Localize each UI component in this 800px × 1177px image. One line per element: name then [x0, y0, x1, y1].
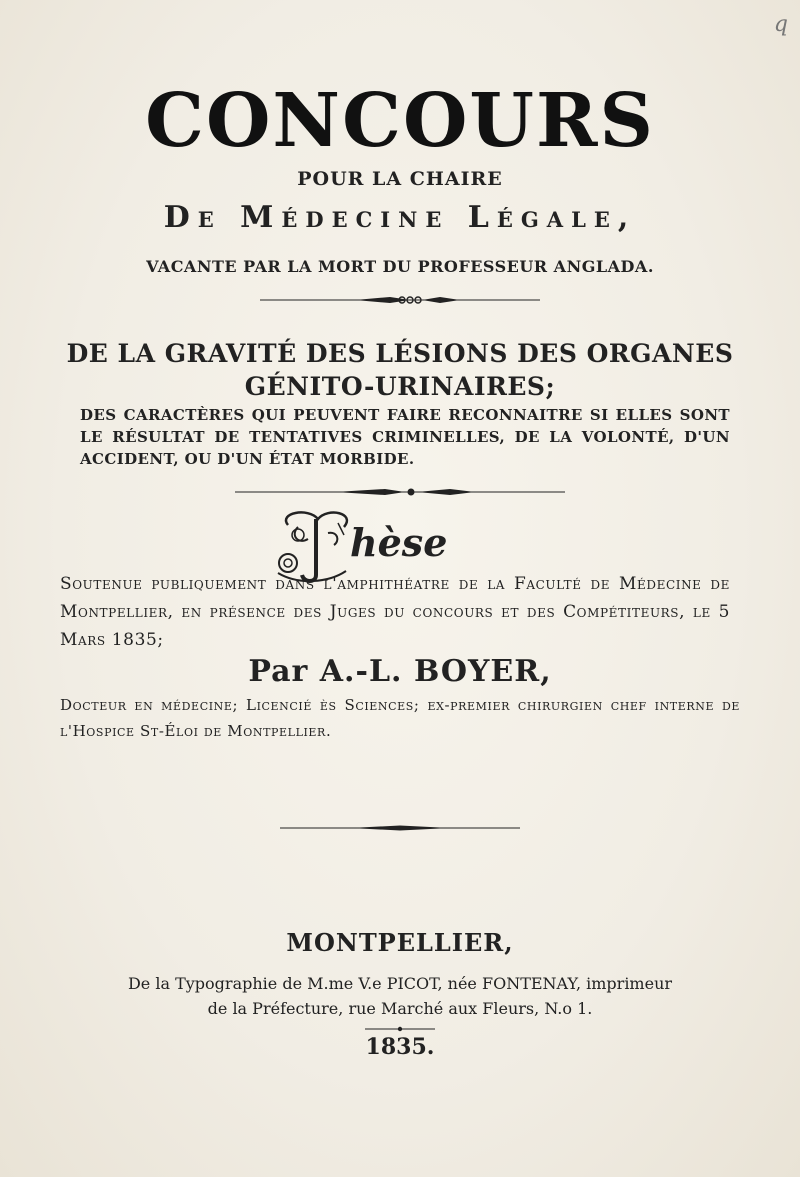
ornamental-rule	[280, 824, 520, 832]
author-line: Par A.-L. BOYER,	[248, 654, 552, 689]
subtitle: POUR LA CHAIRE	[297, 168, 503, 190]
heading-line-2: GÉNITO-URINAIRES;	[244, 372, 556, 401]
city: MONTPELLIER,	[286, 928, 514, 957]
printer-line-2: de la Préfecture, rue Marché aux Fleurs, N.o 1.	[207, 999, 593, 1018]
ornamental-rule	[235, 486, 565, 498]
printer-line-1: De la Typographie de M.me V.e PICOT, née FONTENAY, imprimeur	[127, 974, 673, 993]
ornamental-rule	[260, 294, 540, 306]
these-word: hèse	[350, 520, 448, 565]
author-credentials: Docteur en médecine; Licencié ès Sciences; ex-premier chirurgien chef interne de l'Hospice St-Éloi de Montpellier.	[60, 696, 740, 740]
heading-line-1: DE LA GRAVITÉ DES LÉSIONS DES ORGANES	[66, 339, 734, 368]
page-number-mark: q	[773, 12, 788, 37]
main-title: CONCOURS	[145, 78, 655, 164]
ornamental-rule	[365, 1026, 435, 1032]
defense-details: Soutenue publiquement dans l'amphithéatre de la Faculté de Médecine de Montpellier, en présence des Juges du concours et des Compétiteurs, le 5 Mars 1835;	[60, 574, 730, 650]
chair-name: De Médecine Légale,	[163, 200, 637, 235]
vacancy-line: VACANTE PAR LA MORT DU PROFESSEUR ANGLADA.	[146, 257, 654, 276]
printer-info	[0, 971, 800, 1021]
thesis-heading	[0, 337, 800, 403]
thesis-subheading: DES CARACTÈRES QUI PEUVENT FAIRE RECONNAITRE SI ELLES SONT LE RÉSULTAT DE TENTATIVES CRIMINELLES, DE LA VOLONTÉ, D'UN ACCIDENT, OU D'UN ÉTAT MORBIDE.	[80, 406, 730, 468]
publication-year: 1835.	[365, 1034, 435, 1060]
